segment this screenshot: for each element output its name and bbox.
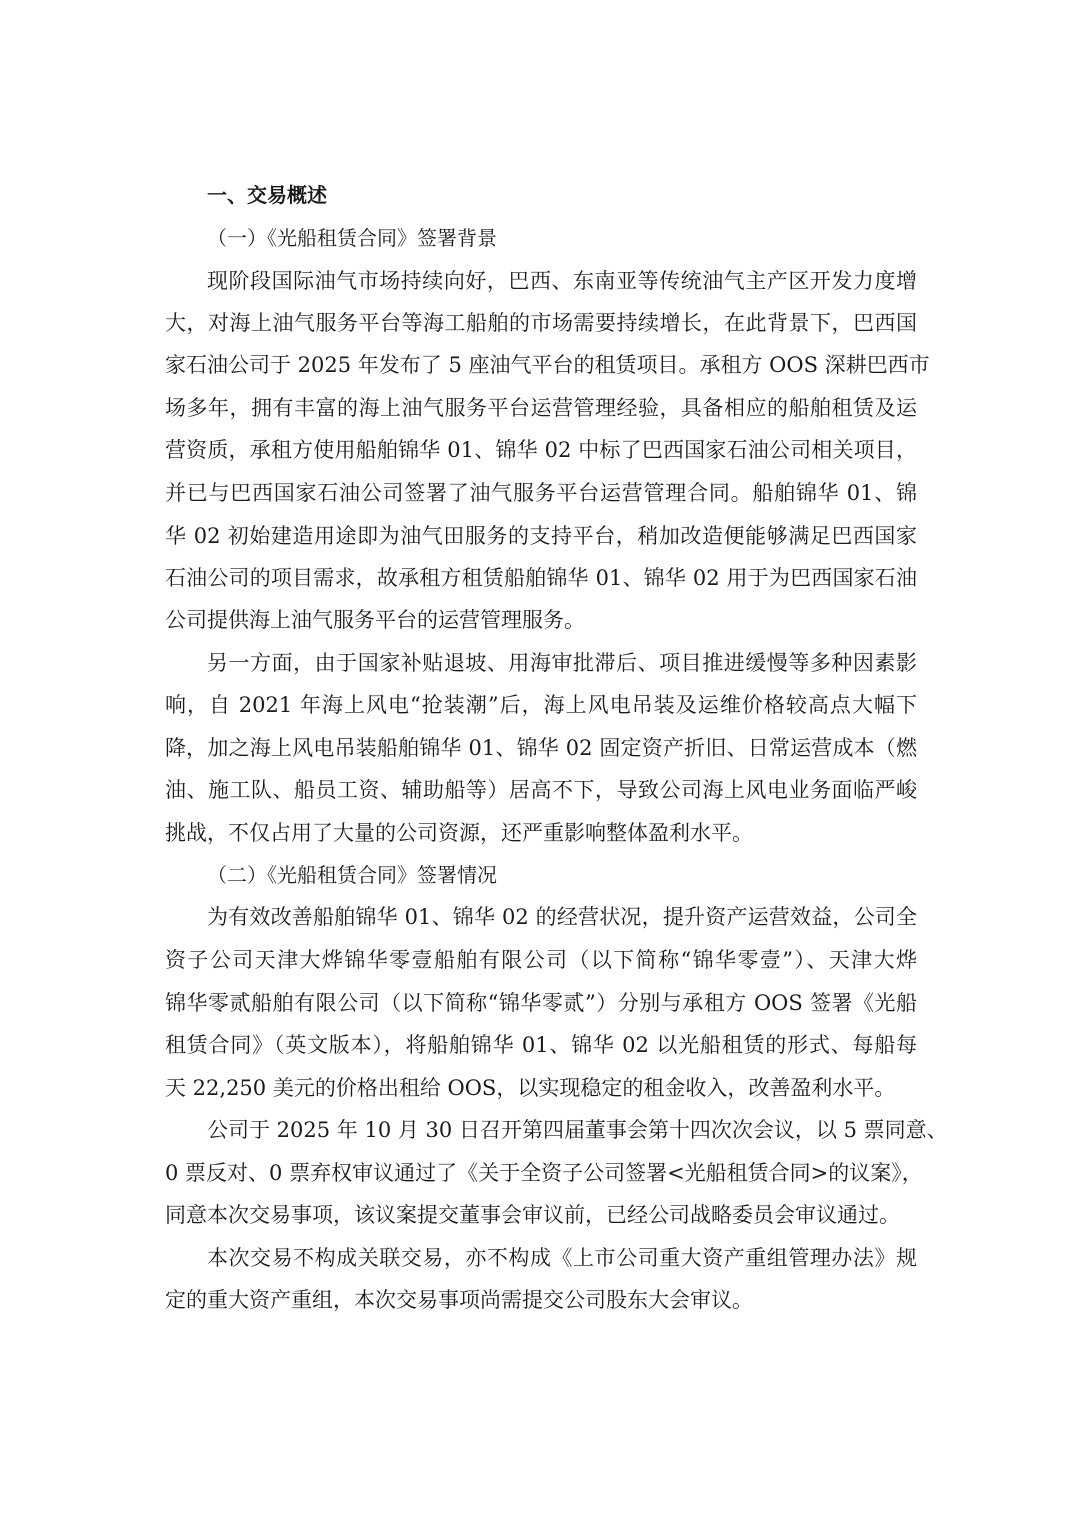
text-line: 降，加之海上风电吊装船舶锦华 01、锦华 02 固定资产折旧、日常运营成本（燃 — [165, 736, 917, 760]
text-line: 挑战，不仅占用了大量的公司资源，还严重影响整体盈利水平。 — [165, 821, 753, 845]
text-line: 资子公司天津大烨锦华零壹船舶有限公司（以下简称“锦华零壹”）、天津大烨 — [165, 948, 917, 972]
text-line: 租赁合同》（英文版本），将船舶锦华 01、锦华 02 以光船租赁的形式、每船每 — [165, 1033, 917, 1057]
section-title: 一、交易概述 — [207, 183, 327, 207]
text-line: 华 02 初始建造用途即为油气田服务的支持平台，稍加改造便能够满足巴西国家 — [165, 524, 917, 548]
text-line: 同意本次交易事项，该议案提交董事会审议前，已经公司战略委员会审议通过。 — [165, 1203, 900, 1227]
text-line: 营资质，承租方使用船舶锦华 01、锦华 02 中标了巴西国家石油公司相关项目， — [165, 438, 917, 462]
text-line: 另一方面，由于国家补贴退坡、用海审批滞后、项目推进缓慢等多种因素影 — [207, 651, 917, 675]
text-line: 家石油公司于 2025 年发布了 5 座油气平台的租赁项目。承租方 OOS 深耕巴西市 — [165, 353, 930, 377]
text-line: 公司提供海上油气服务平台的运营管理服务。 — [165, 608, 585, 632]
text-line: 石油公司的项目需求，故承租方租赁船舶锦华 01、锦华 02 用于为巴西国家石油 — [165, 566, 917, 590]
text-line: 本次交易不构成关联交易，亦不构成《上市公司重大资产重组管理办法》规 — [207, 1246, 917, 1270]
text-line: 为有效改善船舶锦华 01、锦华 02 的经营状况，提升资产运营效益，公司全 — [207, 905, 917, 929]
text-line: 响，自 2021 年海上风电“抢装潮”后，海上风电吊装及运维价格较高点大幅下 — [165, 693, 917, 717]
subheading-signing: （二）《光船租赁合同》签署情况 — [207, 863, 497, 887]
text-line: 现阶段国际油气市场持续向好，巴西、东南亚等传统油气主产区开发力度增 — [207, 269, 917, 293]
text-line: 油、施工队、船员工资、辅助船等）居高不下，导致公司海上风电业务面临严峻 — [165, 778, 917, 802]
text-line: 公司于 2025 年 10 月 30 日召开第四届董事会第十四次次会议，以 5 票同意、 — [207, 1118, 948, 1142]
text-line: 场多年，拥有丰富的海上油气服务平台运营管理经验，具备相应的船舶租赁及运 — [165, 396, 917, 420]
text-line: 锦华零贰船舶有限公司（以下简称“锦华零贰”）分别与承租方 OOS 签署《光船 — [165, 991, 917, 1015]
text-line: 定的重大资产重组，本次交易事项尚需提交公司股东大会审议。 — [165, 1288, 753, 1312]
text-line: 大，对海上油气服务平台等海工船舶的市场需要持续增长，在此背景下，巴西国 — [165, 311, 917, 335]
text-line: 0 票反对、0 票弃权审议通过了《关于全资子公司签署<光船租赁合同>的议案》， — [165, 1161, 923, 1185]
subheading-background: （一）《光船租赁合同》签署背景 — [207, 226, 497, 250]
text-line: 并已与巴西国家石油公司签署了油气服务平台运营管理合同。船舶锦华 01、锦 — [165, 481, 917, 505]
text-line: 天 22,250 美元的价格出租给 OOS，以实现稳定的租金收入，改善盈利水平。 — [165, 1076, 896, 1100]
